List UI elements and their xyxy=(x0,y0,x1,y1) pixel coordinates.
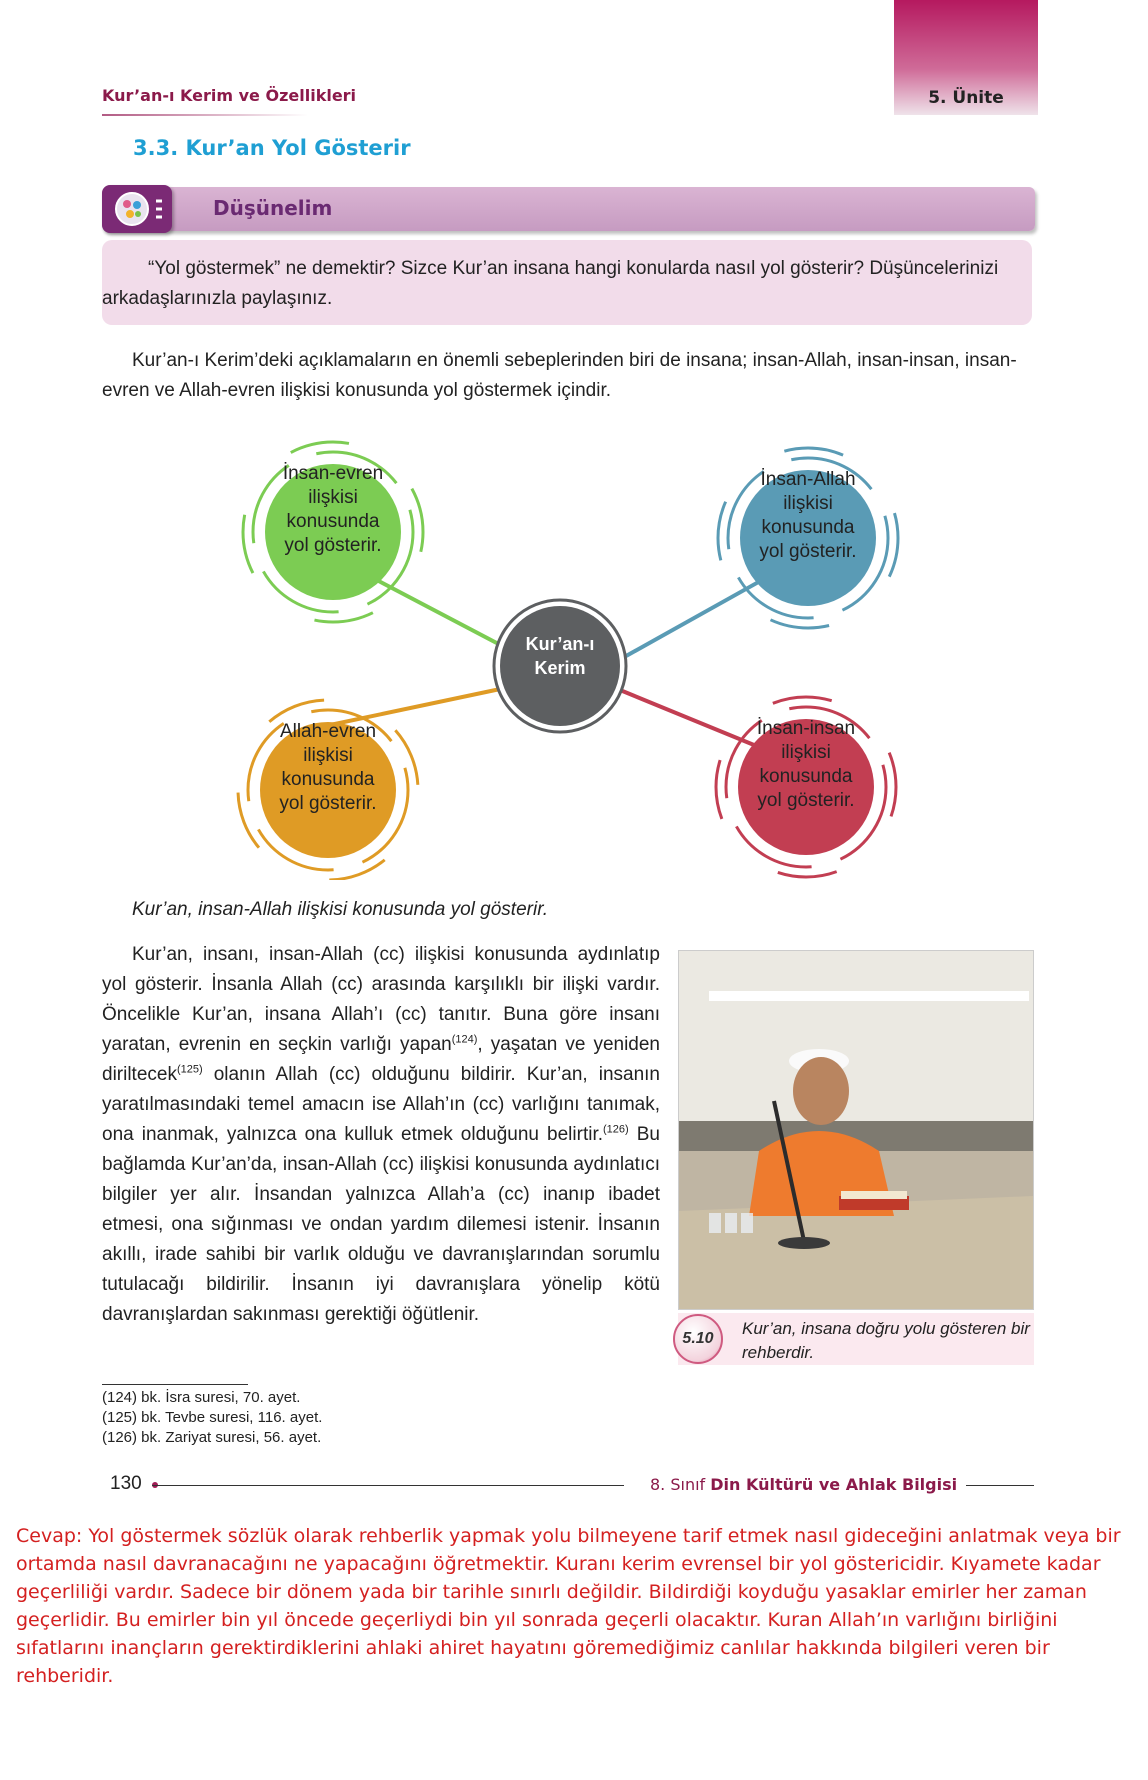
ref-126: (126) xyxy=(603,1123,629,1136)
answer-text: Cevap: Yol göstermek sözlük olarak rehberlik yapmak yolu bilmeyene tarif etmek nasıl gideceğini anlatmak veya bir ortamda nasıl davranacağını ne yapacağını öğretmektir. Kuranı kerim evrensel bir yol göstericidir. Kıyamete kadar geçerliliği vardır. Sadece bir dönem yada bir tarihle sınırlı değildir. Bildirdiği koyduğu yasaklar emirler her zaman geçerlidir. Bu emirler bin yıl öncede geçerliydi bin yıl sonrada geçerli olacaktır. Kuran Allah’ın varlığını birliğini sıfatlarını inançların gerektirdiklerini ahlaki ahiret hayatını göremediğimiz canlılar hakkında bilgileri veren bir rehberidir. xyxy=(16,1525,1121,1687)
think-icon-box xyxy=(102,185,172,233)
globe-icon xyxy=(102,185,172,233)
relationship-diagram xyxy=(200,410,920,885)
node-label-allah-evren: Allah-evren ilişkisi konusunda yol gösterir. xyxy=(279,721,377,814)
think-title: Düşünelim xyxy=(213,196,333,220)
footer-rule-left xyxy=(152,1485,624,1486)
footnote-124: (124) bk. İsra suresi, 70. ayet. xyxy=(102,1389,301,1406)
node-label-insan-insan: İnsan-insan ilişkisi konusunda yol gösterir. xyxy=(756,718,856,811)
ref-125: (125) xyxy=(176,1063,203,1076)
section-title: 3.3. Kur’an Yol Gösterir xyxy=(133,136,411,160)
node-label-center: Kur’an-ı Kerim xyxy=(525,634,595,678)
figure-caption: Kur’an, insana doğru yolu gösteren bir rehberdir. xyxy=(742,1319,1030,1362)
page-number: 130 xyxy=(110,1473,142,1494)
header-rule xyxy=(102,114,308,116)
footnote-125: (125) bk. Tevbe suresi, 116. ayet. xyxy=(102,1409,323,1426)
footnotes xyxy=(102,1388,322,1448)
footer-book-title: 8. Sınıf Din Kültürü ve Ahlak Bilgisi xyxy=(650,1475,958,1494)
unit-label: 5. Ünite xyxy=(928,88,1004,108)
subheading-italic: Kur’an, insan-Allah ilişkisi konusunda yol gösterir. xyxy=(132,899,549,920)
footnote-rule xyxy=(102,1384,248,1385)
intro-paragraph: Kur’an-ı Kerim’deki açıklamaların en önemli sebeplerinden biri de insana; insan-Allah, insan-insan, insan-evren ve Allah-evren ilişkisi konusunda yol göstermek içindir. xyxy=(102,350,1017,401)
chapter-title: Kur’an-ı Kerim ve Özellikleri xyxy=(102,86,357,105)
footnote-126: (126) bk. Zariyat suresi, 56. ayet. xyxy=(102,1429,322,1446)
node-label-insan-allah: İnsan-Allah ilişkisi konusunda yol gösterir. xyxy=(759,469,857,562)
ref-124: (124) xyxy=(451,1033,478,1046)
figure-number-badge: 5.10 xyxy=(673,1314,723,1364)
connector-blue xyxy=(610,570,780,665)
footer-rule-right xyxy=(966,1485,1034,1486)
think-question-text: “Yol göstermek” ne demektir? Sizce Kur’an insana hangi konularda nasıl yol gösterir? Düşüncelerinizi arkadaşlarınızla paylaşınız. xyxy=(102,258,999,309)
photo-boy-reading-quran xyxy=(678,950,1034,1310)
node-label-insan-evren: İnsan-evren ilişkisi konusunda yol gösterir. xyxy=(282,463,384,556)
main-paragraph: Kur’an, insanı, insan-Allah (cc) ilişkisi konusunda aydınlatıp yol gösterir. İnsanla Allah (cc) arasında karşılıklı bir ilişki vardır. Öncelikle Kur’an, insana Allah’ı (cc) tanıtır. Buna göre insanı yaratan, evrenin en seçkin varlığı yapan$^{(124)}$, yaşatan ve yeniden diriltecek$^{(125)}$ olanın Allah (cc) olduğunu bildirir. Kur’an, insanın yaratılmasındaki temel amacın ise Allah’ın (cc) varlığını tanımak, ona inanmak, yalnızca ona kulluk etmek olduğunu belirtir.$^{(126)}$ Bu bağlamda Kur’an’da, insan-Allah (cc) ilişkisi konusunda aydınlatıcı bilgiler yer alır. İnsandan yalnızca Allah’a (cc) inanıp ibadet etmesi, ona sığınması ve ondan yardım dilemesi istenir. İnsanın akıllı, irade sahibi bir varlık olduğu ve davranışlarından sorumlu tutulacağı bildirilir. İnsanın iyi davranışlara yönelip kötü davranışlardan sakınması gerektiği öğütlenir. xyxy=(102,944,660,1325)
